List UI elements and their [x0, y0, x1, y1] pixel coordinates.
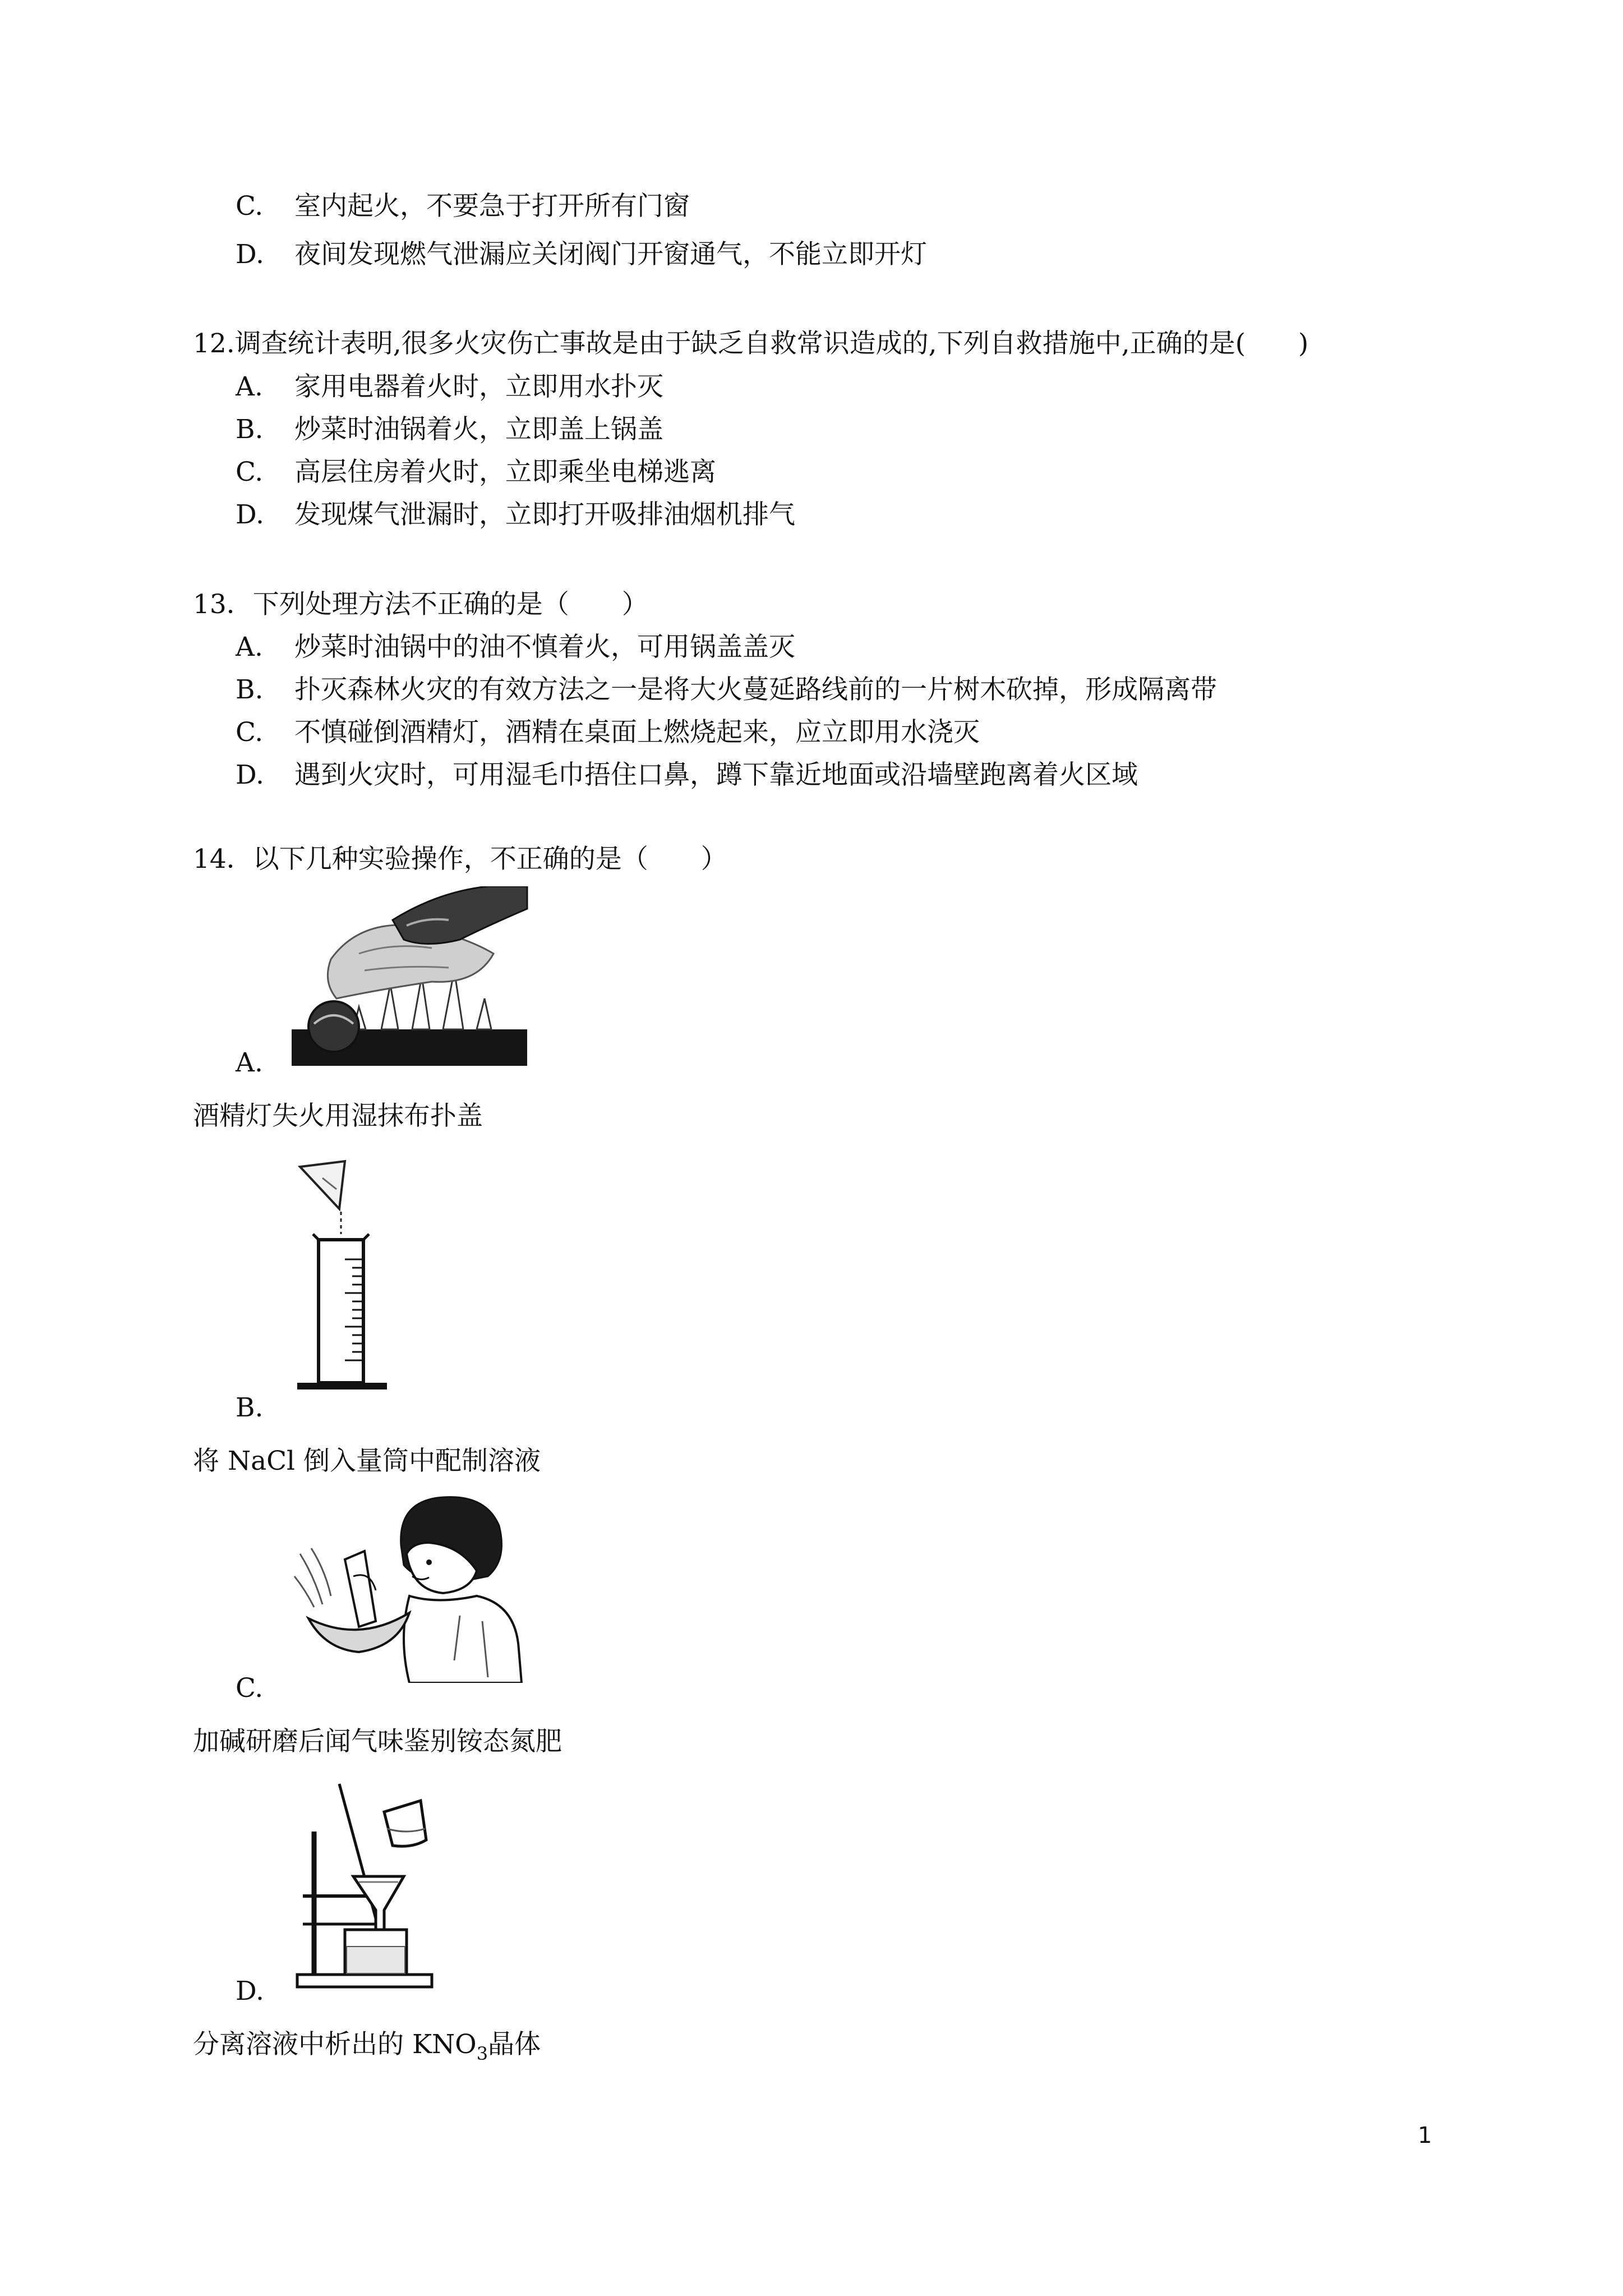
q11-option-d: [236, 238, 927, 272]
q13-option-d: [236, 758, 1138, 792]
q14-option-b-label: B.: [236, 1392, 264, 1423]
option-text: 遇到火灾时，可用湿毛巾捂住口鼻，蹲下靠近地面或沿墙壁跑离着火区域: [294, 760, 1138, 790]
q14-option-b-caption: 将 NaCl 倒入量筒中配制溶液: [193, 1446, 541, 1476]
graduated-cylinder-icon: [292, 1156, 404, 1408]
q12-option-c: [236, 455, 716, 489]
q13-stem: 13．下列处理方法不正确的是（ ）: [193, 589, 648, 620]
caption-suffix: 晶体: [488, 2029, 541, 2060]
option-label: C.: [236, 717, 264, 748]
page-number: 1: [1418, 2123, 1432, 2148]
q14-option-a-label: A.: [236, 1047, 263, 1078]
q12-option-a: [236, 370, 663, 404]
option-text: 高层住房着火时，立即乘坐电梯逃离: [294, 457, 716, 487]
subscript: 3: [476, 2043, 488, 2064]
option-label: D.: [236, 239, 264, 270]
option-text: 炒菜时油锅着火，立即盖上锅盖: [294, 414, 663, 445]
q14-stem: 14．以下几种实验操作，不正确的是（ ）: [193, 844, 727, 875]
option-label: D.: [236, 760, 264, 790]
option-text: 室内起火，不要急于打开所有门窗: [294, 191, 690, 222]
option-text: 不慎碰倒酒精灯，酒精在桌面上燃烧起来，应立即用水浇灭: [294, 717, 980, 748]
q13-option-c: [236, 716, 980, 749]
caption-prefix: 分离溶液中析出的 KNO: [193, 2029, 477, 2060]
option-text: 炒菜时油锅中的油不慎着火，可用锅盖盖灭: [294, 632, 795, 662]
option-text: 发现煤气泄漏时，立即打开吸排油烟机排气: [294, 499, 795, 530]
boy-smelling-mortar-icon: [292, 1492, 527, 1683]
option-label: D.: [236, 499, 264, 530]
q14-option-d-label: D.: [236, 1976, 264, 2007]
q11-option-c: [236, 190, 690, 223]
q12-option-b: [236, 413, 663, 447]
q13-option-a: [236, 631, 795, 664]
q12-option-d: [236, 498, 795, 532]
q14-option-c-caption: 加碱研磨后闻气味鉴别铵态氮肥: [193, 1726, 562, 1757]
option-label: A.: [236, 632, 263, 662]
option-label: C.: [236, 457, 264, 487]
q14-option-d-caption: [193, 2028, 541, 2070]
option-label: C.: [236, 191, 264, 222]
alcohol-lamp-fire-cover-icon: [292, 886, 533, 1071]
option-text: 扑灭森林火灾的有效方法之一是将大火蔓延路线前的一片树木砍掉，形成隔离带: [294, 674, 1217, 705]
filtration-apparatus-icon: [292, 1778, 443, 1991]
q13-option-b: [236, 673, 1217, 707]
q14-option-a-caption: 酒精灯失火用湿抹布扑盖: [193, 1101, 483, 1131]
option-label: B.: [236, 414, 264, 445]
q12-stem: 12.调查统计表明,很多火灾伤亡事故是由于缺乏自救常识造成的,下列自救措施中,正确的是( ): [193, 328, 1309, 359]
q14-option-c-label: C.: [236, 1673, 264, 1704]
option-text: 夜间发现燃气泄漏应关闭阀门开窗通气，不能立即开灯: [294, 239, 927, 270]
option-label: B.: [236, 674, 264, 705]
option-label: A.: [236, 371, 263, 402]
option-text: 家用电器着火时，立即用水扑灭: [294, 371, 663, 402]
